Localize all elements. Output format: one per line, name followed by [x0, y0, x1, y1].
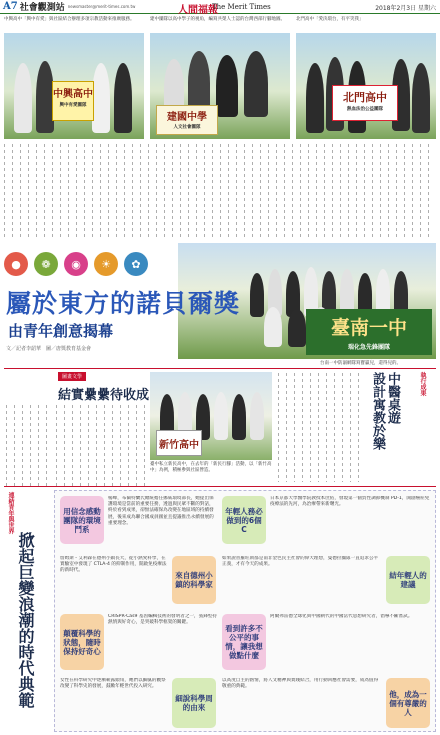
- left-text-column: [6, 404, 50, 486]
- subhead-label: 圖畫文學: [58, 372, 86, 381]
- photo-zhongxing-team: [4, 33, 144, 139]
- side-tag: 執行成果: [419, 372, 426, 396]
- palette-icon: ❁: [34, 252, 58, 276]
- side-title: 中醫桌遊 設計寓教於樂: [370, 372, 400, 450]
- puzzle-piece-7: 細說科學周的由來: [172, 678, 216, 728]
- photo-jianguo-team: [150, 33, 290, 139]
- photo-hsinchu-team: [150, 372, 272, 460]
- puzzle-piece-3: 來自德州小鎮的科學家: [172, 556, 216, 604]
- divider-bottom: [4, 486, 436, 487]
- hero-title: 屬於東方的諾貝爾獎: [6, 289, 241, 318]
- location-pin-icon: ●: [4, 252, 28, 276]
- page-header: [0, 0, 440, 14]
- puzzle-piece-8: 他，成為一個有尊嚴的人: [386, 678, 430, 728]
- photo2-banner: 建國中學 人文社會團隊: [156, 105, 218, 135]
- photo-beimen-team: [296, 33, 436, 139]
- issue-date: 2018年2月3日 星期六: [375, 5, 436, 12]
- photo3-banner: 北門高中 熱血法治公益團隊: [332, 85, 398, 121]
- puzzle-piece-2: 年輕人務必做到的6個C: [222, 496, 266, 544]
- puzzle-text-6: 阿爾弗雷德全球化與中國朝代的中國當代思想研究者，倡導不斷嘗試。: [270, 614, 413, 619]
- divider: [4, 368, 436, 369]
- puzzle-piece-4: 結年輕人的建議: [386, 556, 430, 604]
- hero-banner: 臺南一中 瑞化急先鋒團隊: [306, 309, 432, 355]
- subhead-title: 結實纍纍待收成: [58, 388, 150, 403]
- puzzle-text-5: CRISPR-Cas9 基因編輯技術的發明者之一，張鋒堅持熱情與好奇心，是突破科學框架的關鍵。: [108, 614, 217, 626]
- article-byline: 文／記者李韶華 圖／唐獎教育基金會: [6, 346, 92, 352]
- puzzle-text-4: 如果說普羅旺斯都是南非金色民主社會的偉大理想，曼德拉團隊一直追求公平正義，才有今天的成果。: [222, 556, 379, 568]
- hero-subtitle: 由青年創意揭幕: [8, 322, 114, 340]
- hero-photo-caption: 台南一中防溺網隊寫寶贏兒，還得兒的。: [320, 361, 401, 366]
- newspaper-english-name: The Merit Times: [212, 3, 271, 11]
- puzzle-piece-6: 看到許多不公平的事情，讓我想做點什麼: [222, 614, 266, 670]
- sun-icon: ☀: [94, 252, 118, 276]
- section-title: 社會觀測站: [19, 3, 65, 13]
- right-text-columns: [278, 372, 366, 482]
- puzzle-text-3: 詹姆斯・艾利森在德州小鎮長大，從小熱愛科學，在實驗室中發現了 CTLA-4 的抑制作用，開啟免疫療法的新時代。: [60, 556, 167, 574]
- photo3-caption: 北門高中「愛決環台，有平笑我」: [296, 17, 364, 22]
- left-vertical-title: 掀起巨變浪潮的時代典範: [16, 532, 35, 708]
- eye-icon: ◉: [64, 252, 88, 276]
- left-vertical-tag: 連結青年與世界: [7, 492, 14, 534]
- photo1-banner: 中興高中 興中有愛團隊: [52, 81, 94, 121]
- hero-icon-row: [4, 252, 148, 276]
- photo-mid-banner: 新竹高中: [156, 430, 202, 456]
- mid-photo-caption: 臺中私立新民高中，在去年的「新民行腳」活動，以「新竹高中」為例，積極參與社區營造。: [150, 462, 272, 473]
- puzzle-text-1: 楊峰，布倫特蘭氏總統擔任挪威環境部長，她提出保護環境是當前的重要任務，透過與民眾不斷的對話，終於看到成果，卻無法確保為改變在地區域的持續發展，後來成為聯合國成員國並且提議推出永續發展的重要理念。: [108, 496, 214, 526]
- puzzle-piece-1: 用信念感動團隊的環境鬥系: [60, 496, 104, 544]
- puzzle-piece-5: 顛覆科學的狀態，隨時保持好奇心: [60, 614, 104, 670]
- page-number: A7: [3, 1, 18, 12]
- leaf-icon: ✿: [124, 252, 148, 276]
- photo1-caption: 中興高中「興中有愛」與社區結合辦理多項宗教活動來推廣服務。: [4, 17, 135, 22]
- newspaper-logo: 人間福報: [178, 5, 218, 16]
- puzzle-text-8: 以高度自主的熱情，將人文精神與實踐結合，用行動回應社會需要，成為值得敬重的典範。: [222, 678, 379, 690]
- article-body-columns: [4, 143, 436, 239]
- photo2-caption: 建中團隊以高中學子的視角，編寫共榮人士認的台灣西部行腳地圖。: [150, 17, 285, 22]
- puzzle-text-2: 日本京都大學醫學院教授本庶佑，發現第一個負性調節機制 PD-1，開創癌症免疫療法的先河，為治療帶來新曙光。: [270, 496, 430, 508]
- section-email: newsmaster@merit-times.com.tw: [67, 4, 136, 9]
- mid-text-column: [56, 404, 146, 486]
- puzzle-text-7: 女性在科學研究中逐漸嶄露頭角，她們以細膩的觀察改變了科學史的發展，鼓勵年輕世代投入研究。: [60, 678, 166, 690]
